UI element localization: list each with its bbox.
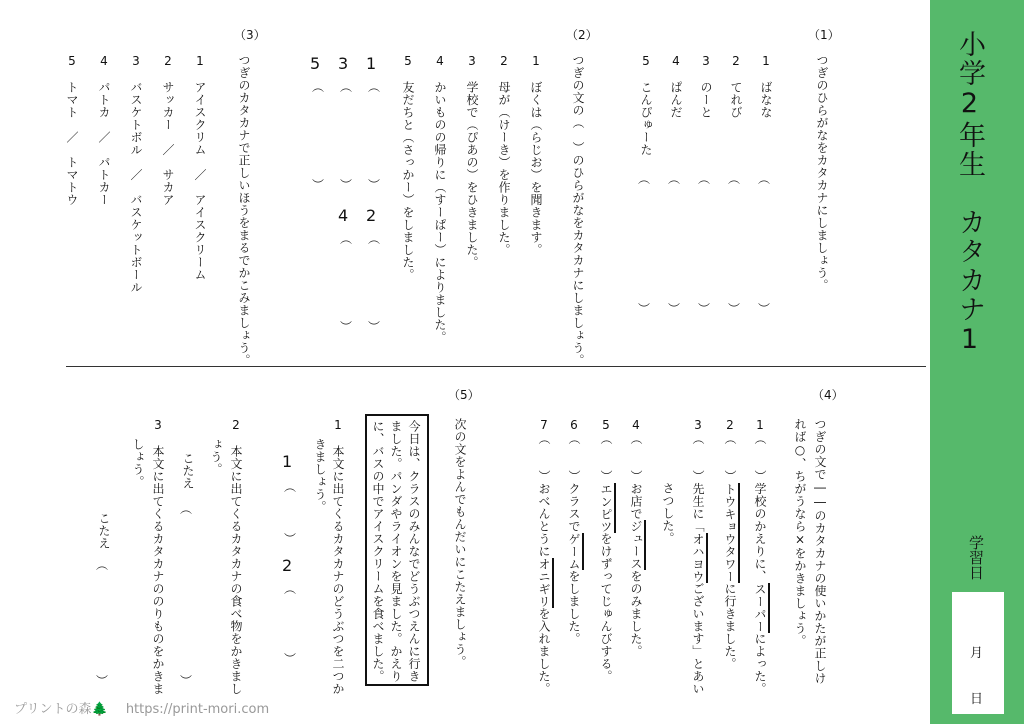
- q2-answer-label: こたえ: [181, 452, 195, 490]
- s3-item-5[interactable]: 5 トマト ／ トマトウ: [65, 54, 79, 206]
- section-2-instruction: つぎの文の（ ）のひらがなをカタカナにしましょう。: [571, 54, 585, 367]
- s3-item-1[interactable]: 1 アイスクリム ／ アイスクリーム: [193, 54, 207, 281]
- q2-line-2: ょう。: [209, 438, 223, 476]
- section-4-label: （4）: [812, 388, 844, 402]
- s2-answer-5-close: ︶: [312, 178, 325, 192]
- s2-answer-1[interactable]: 1: [366, 54, 377, 73]
- s2-answer-5-open: ︵: [312, 80, 325, 94]
- s2-answer-2[interactable]: 2: [366, 206, 377, 225]
- s1-answer-3[interactable]: ︵: [698, 172, 711, 186]
- s1-item-5: 5 こんぴゅーた: [639, 54, 653, 156]
- s4-answer-7[interactable]: ︵ ︶: [537, 432, 551, 483]
- s4-item-4: 4︵ ︶お店でジュースをのみました。: [628, 418, 644, 658]
- s4-item-1: 1︵ ︶学校のかえりに、スーパーによった。: [752, 418, 768, 695]
- s1-answer-2[interactable]: ︵: [728, 172, 741, 186]
- q3-answer-label: こたえ: [97, 512, 111, 550]
- section-3-label: （3）: [234, 28, 266, 42]
- s1-answer-5[interactable]: ︵: [638, 172, 651, 186]
- s1-answer-1-close: ︶: [758, 302, 771, 316]
- q3-answer[interactable]: ︵: [96, 558, 109, 572]
- q1-line-2: きましょう。: [313, 438, 327, 513]
- s4-item-3: 3︵ ︶先生に「オハヨウございます」とあい: [690, 418, 706, 695]
- s1-item-2: 2 てれび: [729, 54, 743, 119]
- story-line-3: に、バスの中でアイスクリームを食べました。: [371, 420, 385, 683]
- section-1-label: （1）: [808, 28, 840, 42]
- s4-answer-5[interactable]: ︵ ︶: [599, 432, 613, 483]
- s2-item-2: 2 母が（けーき）を作りました。: [497, 54, 511, 256]
- section-5-label: （5）: [448, 388, 480, 402]
- s2-answer-2-open: ︵: [368, 232, 381, 246]
- s1-item-1: 1 ばなな: [759, 54, 773, 119]
- section-5-instruction: 次の文をよんでもんだいにこたえましょう。: [453, 418, 467, 668]
- s4-answer-4[interactable]: ︵ ︶: [629, 432, 643, 483]
- section-2-label: （2）: [566, 28, 598, 42]
- s1-answer-4[interactable]: ︵: [668, 172, 681, 186]
- q3-line-1: 3 本文に出てくるカタカナののりものをかきま: [151, 418, 165, 695]
- date-day: 日: [970, 692, 984, 707]
- q1-line-1: 1 本文に出てくるカタカナのどうぶつを二つか: [331, 418, 345, 695]
- s2-answer-4-open: ︵: [340, 232, 353, 246]
- q2-answer[interactable]: ︵: [180, 502, 193, 516]
- q1-answer-1-close: ︶: [284, 532, 297, 546]
- s2-answer-3[interactable]: 3: [338, 54, 349, 73]
- s2-answer-2-close: ︶: [368, 320, 381, 334]
- s2-item-1: 1 ぼくは（らじお）を聞きます。: [529, 54, 543, 256]
- s2-answer-4-close: ︶: [340, 320, 353, 334]
- s1-answer-1[interactable]: ︵: [758, 172, 771, 186]
- footer-brand: プリントの森🌲: [14, 702, 108, 717]
- q1-answer-1-open: ︵: [284, 480, 297, 494]
- s1-item-4: 4 ぱんだ: [669, 54, 683, 119]
- q1-answer-1[interactable]: 1: [282, 452, 293, 471]
- story-line-2: ました。パンダやライオンを見ました。かえり: [389, 420, 403, 683]
- date-label: 学習日: [967, 535, 985, 580]
- date-month: 月: [970, 646, 984, 661]
- q2-answer-close: ︶: [180, 674, 193, 688]
- footer: [14, 698, 269, 717]
- s4-answer-1[interactable]: ︵ ︶: [753, 432, 767, 483]
- s2-answer-1-close: ︶: [368, 178, 381, 192]
- s2-answer-3-close: ︶: [340, 178, 353, 192]
- s2-answer-5[interactable]: 5: [310, 54, 321, 73]
- q3-answer-close: ︶: [96, 674, 109, 688]
- story-line-1: 今日は、クラスのみんなでどうぶつえんに行き: [407, 420, 421, 683]
- q1-answer-2-close: ︶: [284, 652, 297, 666]
- s3-item-3[interactable]: 3 バスケトボル ／ バスケットボール: [129, 54, 143, 294]
- s2-answer-1-open: ︵: [368, 80, 381, 94]
- s2-item-4: 4 かいものの帰りに（すーぱー）によりました。: [433, 54, 447, 344]
- page-title: 小学2年生 カタカナ1: [954, 30, 985, 357]
- s2-answer-4[interactable]: 4: [338, 206, 349, 225]
- s4-answer-2[interactable]: ︵ ︶: [723, 432, 737, 483]
- s4-item-6: 6︵ ︶クラスでゲームをしました。: [566, 418, 582, 645]
- s1-answer-4-close: ︶: [668, 302, 681, 316]
- s2-answer-3-open: ︵: [340, 80, 353, 94]
- date-field[interactable]: [952, 592, 1004, 714]
- q1-answer-2-open: ︵: [284, 582, 297, 596]
- s1-answer-2-close: ︶: [728, 302, 741, 316]
- s4-item-2: 2︵ ︶トウキョウタワーに行きました。: [722, 418, 738, 670]
- section-divider: [66, 366, 926, 367]
- section-4-instruction-2: れば○、ちがうなら×をかきましょう。: [793, 418, 807, 647]
- s4-item-7: 7︵ ︶おべんとうにオニギリを入れました。: [536, 418, 552, 695]
- q1-answer-2[interactable]: 2: [282, 556, 293, 575]
- section-4-instruction-1: つぎの文で――のカタカナの使いかたが正しけ: [813, 418, 827, 685]
- q2-line-1: 2 本文に出てくるカタカナの食べ物をかきまし: [229, 418, 243, 695]
- s1-answer-3-close: ︶: [698, 302, 711, 316]
- section-3-instruction: つぎのカタカナで正しいほうをまるでかこみましょう。: [237, 54, 251, 367]
- s1-item-3: 3 のーと: [699, 54, 713, 119]
- s4-item-3-cont: さつした。: [661, 482, 675, 545]
- section-1-instruction: つぎのひらがなをカタカナにしましょう。: [815, 54, 829, 292]
- s4-item-5: 5︵ ︶エンピツをけずってじゅんびする。: [598, 418, 614, 683]
- s3-item-2[interactable]: 2 サッカー ／ サカア: [161, 54, 175, 206]
- s3-item-4[interactable]: 4 パトカ ／ パトカー: [97, 54, 111, 206]
- s2-item-5: 5 友だちと（さっかー）をしました。: [401, 54, 415, 281]
- s1-answer-5-close: ︶: [638, 302, 651, 316]
- s4-answer-3[interactable]: ︵ ︶: [691, 432, 705, 483]
- s4-answer-6[interactable]: ︵ ︶: [567, 432, 581, 483]
- q3-line-2: しょう。: [131, 438, 145, 488]
- footer-url[interactable]: https://print-mori.com: [125, 702, 270, 717]
- s2-item-3: 3 学校で（ぴあの）をひきました。: [465, 54, 479, 269]
